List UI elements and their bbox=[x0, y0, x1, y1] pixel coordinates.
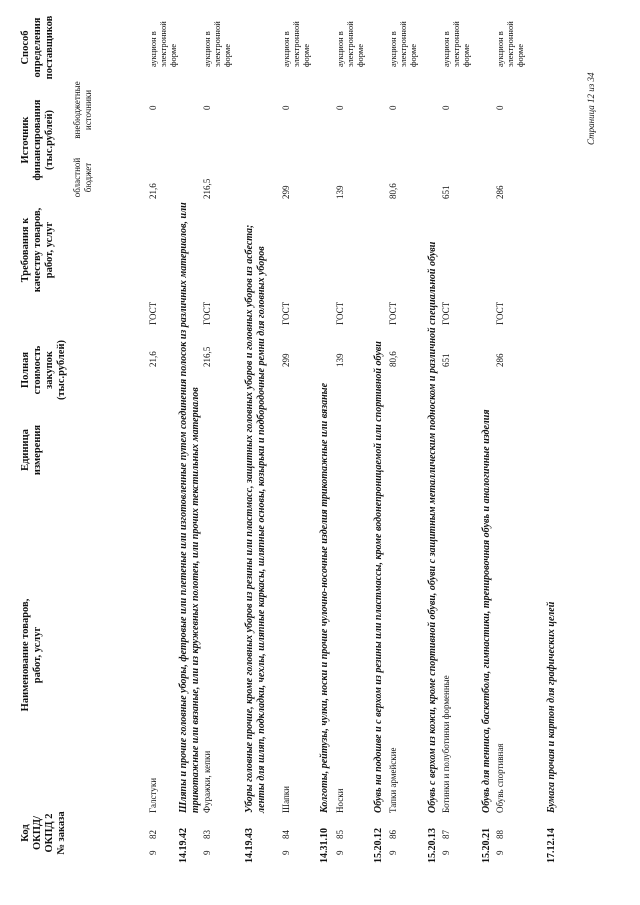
row-quality-requirement: ГОСТ bbox=[281, 301, 291, 325]
row-order-number: 86 bbox=[388, 830, 398, 839]
row-extrabudgetary: 0 bbox=[441, 105, 451, 110]
row-item-name: Тапки армейские bbox=[388, 747, 398, 813]
row-order-number: 88 bbox=[495, 830, 505, 839]
page-footer: Страница 12 из 34 bbox=[586, 72, 596, 145]
header-source: Источник финансирования (тыс.рублей) bbox=[20, 99, 55, 181]
row-total-cost: 286 bbox=[495, 353, 505, 367]
row-section-number: 9 bbox=[202, 850, 212, 855]
section-code: 15.20.13 bbox=[427, 828, 438, 863]
row-quality-requirement: ГОСТ bbox=[148, 301, 158, 325]
row-procurement-method: аукцион в электронной форме bbox=[148, 21, 178, 67]
row-total-cost: 80,6 bbox=[388, 351, 398, 367]
section-title-line: Обувь на подошве и с верхом из резины или пластмассы, кроме водонепроницаемой или спортивной обуви bbox=[373, 341, 384, 813]
row-total-cost: 139 bbox=[335, 353, 345, 367]
row-regional-budget: 216,5 bbox=[202, 178, 212, 199]
row-section-number: 9 bbox=[281, 850, 291, 855]
row-regional-budget: 21,6 bbox=[148, 183, 158, 199]
section-title-line: Бумага прочая и картон для графических целей bbox=[546, 601, 557, 813]
section-title-line: Уборы головные прочие, кроме головных уборов из резины или пластмасс, защитных головных уборов и головных уборов из асбеста; bbox=[244, 224, 255, 813]
row-item-name: Ботинки и полуботинки форменные bbox=[441, 675, 451, 813]
header-method: Способ определения поставщиков bbox=[20, 15, 55, 80]
row-order-number: 87 bbox=[441, 830, 451, 839]
row-quality-requirement: ГОСТ bbox=[495, 301, 505, 325]
row-quality-requirement: ГОСТ bbox=[202, 301, 212, 325]
row-quality-requirement: ГОСТ bbox=[335, 301, 345, 325]
row-regional-budget: 286 bbox=[495, 185, 505, 199]
row-extrabudgetary: 0 bbox=[281, 105, 291, 110]
section-code: 15.20.21 bbox=[481, 828, 492, 863]
row-regional-budget: 651 bbox=[441, 185, 451, 199]
row-total-cost: 651 bbox=[441, 353, 451, 367]
header-quality: Требования к качеству товаров, работ, услуг bbox=[20, 207, 55, 293]
row-order-number: 85 bbox=[335, 830, 345, 839]
header-source-extra: внебюджетные источники bbox=[72, 81, 93, 139]
row-order-number: 83 bbox=[202, 830, 212, 839]
section-code: 15.20.12 bbox=[373, 828, 384, 863]
row-total-cost: 21,6 bbox=[148, 351, 158, 367]
row-extrabudgetary: 0 bbox=[202, 105, 212, 110]
row-section-number: 9 bbox=[148, 850, 158, 855]
row-item-name: Шапки bbox=[281, 786, 291, 813]
row-extrabudgetary: 0 bbox=[148, 105, 158, 110]
header-name: Наименование товаров, работ, услуг bbox=[20, 598, 43, 712]
section-title-line: Обувь с верхом из кожи, кроме спортивной обуви, обуви с защитным металлическим подноском и различной специальной обуви bbox=[427, 241, 438, 813]
section-title-line: трикотажные или вязаные, или из кружевных полотен, или прочих текстильных материалов bbox=[190, 387, 201, 813]
row-quality-requirement: ГОСТ bbox=[441, 301, 451, 325]
row-regional-budget: 299 bbox=[281, 185, 291, 199]
header-cost: Полная стоимость закупок (тыс.рублей) bbox=[20, 339, 67, 401]
row-order-number: 84 bbox=[281, 830, 291, 839]
row-regional-budget: 139 bbox=[335, 185, 345, 199]
header-unit: Единица измерения bbox=[20, 424, 43, 476]
row-item-name: Галстуки bbox=[148, 777, 158, 813]
row-item-name: Носки bbox=[335, 788, 345, 813]
row-total-cost: 299 bbox=[281, 353, 291, 367]
section-title-line: Колготы, рейтузы, чулки, носки и прочие чулочно-носочные изделия трикотажные или вязаные bbox=[319, 382, 330, 813]
row-regional-budget: 80,6 bbox=[388, 183, 398, 199]
section-code: 14.31.10 bbox=[319, 828, 330, 863]
section-code: 14.19.42 bbox=[178, 828, 189, 863]
section-title-line: Обувь для тенниса, баскетбола, гимнастики, тренировочная обувь и аналогичные изделия bbox=[481, 409, 492, 813]
row-extrabudgetary: 0 bbox=[335, 105, 345, 110]
row-procurement-method: аукцион в электронной форме bbox=[335, 21, 365, 67]
row-total-cost: 216,5 bbox=[202, 346, 212, 367]
row-section-number: 9 bbox=[335, 850, 345, 855]
row-order-number: 82 bbox=[148, 830, 158, 839]
row-section-number: 9 bbox=[441, 850, 451, 855]
row-section-number: 9 bbox=[388, 850, 398, 855]
row-extrabudgetary: 0 bbox=[495, 105, 505, 110]
row-item-name: Фуражки, кепки bbox=[202, 750, 212, 813]
section-code: 14.19.43 bbox=[244, 828, 255, 863]
row-extrabudgetary: 0 bbox=[388, 105, 398, 110]
row-quality-requirement: ГОСТ bbox=[388, 301, 398, 325]
row-procurement-method: аукцион в электронной форме bbox=[202, 21, 232, 67]
row-section-number: 9 bbox=[495, 850, 505, 855]
section-title-line: Шляпы и прочие головные уборы, фетровые или плетеные или изготовленные путем соединения полосок из различных материалов, или bbox=[178, 202, 189, 813]
row-procurement-method: аукцион в электронной форме bbox=[388, 21, 418, 67]
section-title-line: ленты для шляп, подкладки, чехлы, шляпные каркасы, шляпные основы, козырьки и подбородочные ремни для головных уборов bbox=[256, 246, 267, 813]
header-source-regional: областной бюджет bbox=[72, 157, 93, 198]
row-procurement-method: аукцион в электронной форме bbox=[281, 21, 311, 67]
header-code: Код ОКПД/ ОКПД 2 № заказа bbox=[20, 811, 67, 855]
row-procurement-method: аукцион в электронной форме bbox=[495, 21, 525, 67]
row-item-name: Обувь спортивная bbox=[495, 743, 505, 813]
section-code: 17.12.14 bbox=[546, 828, 557, 863]
row-procurement-method: аукцион в электронной форме bbox=[441, 21, 471, 67]
